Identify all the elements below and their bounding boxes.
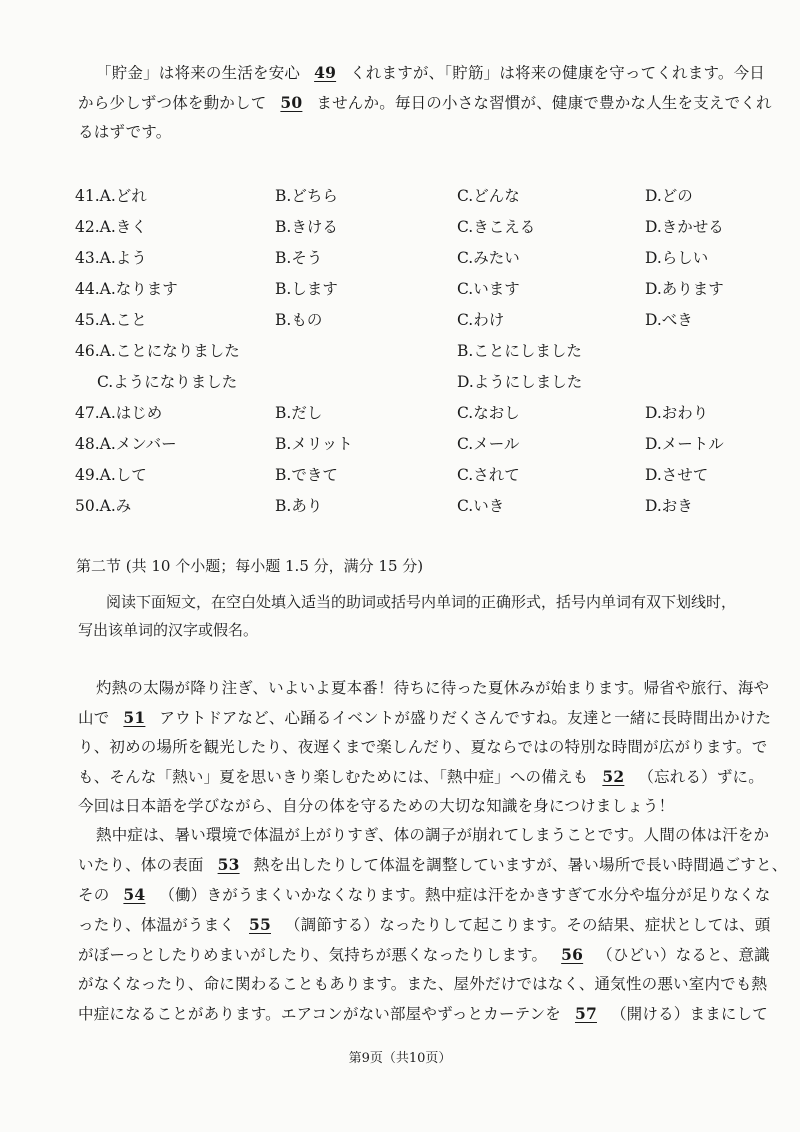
option-choice: C.なおし <box>457 404 520 422</box>
blank-number: 49 <box>314 63 337 82</box>
option-choice: B.もの <box>275 311 323 329</box>
option-row <box>75 242 775 273</box>
passage-line <box>78 970 768 999</box>
option-row <box>75 397 775 428</box>
option-choice: C.メール <box>457 435 520 453</box>
passage-line <box>78 821 768 850</box>
text-segment: ったり、体温がうまく <box>78 916 236 934</box>
option-choice: C.みたい <box>457 249 520 267</box>
option-choice: B.ことにしました <box>457 342 582 360</box>
option-choice: D.きかせる <box>645 218 724 236</box>
option-choice: B.します <box>275 280 338 298</box>
option-choice: 45.A.こと <box>75 311 147 329</box>
passage-line <box>78 58 768 88</box>
text-segment: 中症になることがあります。エアコンがない部屋やずっとカーテンを <box>78 1005 561 1023</box>
option-row <box>75 459 775 490</box>
text-segment: がなくなったり、命に関わることもあります。また、屋外だけではなく、通気性の悪い室内でも熱 <box>78 975 768 993</box>
text-segment: （調節する）なったりして起こります。その結果、症状としては、頭 <box>285 916 771 934</box>
option-row <box>75 366 775 397</box>
passage-line <box>78 88 772 118</box>
option-choice: B.メリット <box>275 435 353 453</box>
option-choice: D.べき <box>645 311 693 329</box>
option-choice: B.どちら <box>275 187 338 205</box>
section-instruction <box>78 588 778 644</box>
text-segment: ませんか。毎日の小さな習慣が、健康で豊かな人生を支えでくれ <box>316 94 772 112</box>
text-segment: くれますが、「貯筋」は将来の健康を守ってくれます。今日 <box>350 64 766 82</box>
instruction-line: 写出该单词的汉字或假名。 <box>78 621 259 639</box>
text-segment: 今回は日本語を学びながら、自分の体を守るための大切な知識を身につけましょう！ <box>78 797 675 815</box>
blank-number: 53 <box>217 855 240 874</box>
option-choice: 43.A.よう <box>75 249 147 267</box>
option-choice: D.メートル <box>645 435 724 453</box>
text-segment: （ひどい）なると、意識 <box>597 946 770 964</box>
option-row <box>75 180 775 211</box>
passage-top <box>78 58 772 147</box>
text-segment: 熱を出したりして体温を調整していますが、暑い場所で長い時間過ごすと、 <box>253 856 788 874</box>
option-choice: D.らしい <box>645 249 709 267</box>
passage-line <box>78 792 768 821</box>
section-heading: 第二节 (共 10 个小题；每小题 1.5 分，满分 15 分) <box>76 557 424 575</box>
option-row <box>75 273 775 304</box>
text-segment: 山で <box>78 709 110 727</box>
option-choice: C.わけ <box>457 311 505 329</box>
text-segment: いたり、体の表面 <box>78 856 204 874</box>
option-choice: 42.A.きく <box>75 218 147 236</box>
passage-line <box>78 733 768 762</box>
passage-line <box>78 703 772 733</box>
option-choice: 47.A.はじめ <box>75 404 163 422</box>
passage-line <box>78 762 768 792</box>
blank-number: 56 <box>561 945 584 964</box>
text-segment: も、そんな「熱い」夏を思いきり楽しむためには、「熱中症」への備えも <box>78 768 589 786</box>
option-choice: 44.A.なります <box>75 280 178 298</box>
option-choice: D.おわり <box>645 404 709 422</box>
text-segment: 灼熱の太陽が降り注ぎ、いよいよ夏本番！待ちに待った夏休みが始まります。帰省や旅行、海や <box>96 679 770 697</box>
option-choice: D.ようにしました <box>457 373 583 391</box>
passage-line <box>78 850 788 880</box>
blank-number: 55 <box>249 915 271 934</box>
blank-number: 54 <box>123 885 146 904</box>
answer-options <box>75 180 775 521</box>
text-segment: り、初めの場所を観光したり、夜遅くまで楽しんだり、夏ならではの特別な時間が広がります。で <box>78 738 768 756</box>
option-choice: 41.A.どれ <box>75 187 147 205</box>
passage-line <box>78 118 768 147</box>
option-row <box>75 304 775 335</box>
text-segment: （開ける）ままにして <box>610 1005 768 1023</box>
option-choice: C.います <box>457 280 520 298</box>
option-row <box>75 428 775 459</box>
option-choice: C.きこえる <box>457 218 536 236</box>
text-segment: がぼーっとしたりめまいがしたり、気持ちが悪くなったりします。 <box>78 946 548 964</box>
page-footer: 第9页（共10页） <box>348 1051 452 1066</box>
blank-number: 50 <box>280 93 303 112</box>
blank-number: 51 <box>123 708 146 727</box>
option-row <box>75 335 775 366</box>
text-segment: （働）きがうまくいかなくなります。熱中症は汗をかきすぎて水分や塩分が足りなくな <box>159 886 771 904</box>
text-segment: 熱中症は、暑い環境で体温が上がりすぎ、体の調子が崩れてしまうことです。人間の体は汗をか <box>96 826 770 844</box>
option-choice: B.だし <box>275 404 323 422</box>
option-choice: C.どんな <box>457 187 520 205</box>
passage-line <box>78 910 771 940</box>
option-choice: C.いき <box>457 497 505 515</box>
blank-number: 52 <box>602 767 625 786</box>
text-segment: るはずです。 <box>78 123 172 141</box>
option-choice: C.ようになりました <box>97 373 238 391</box>
option-row <box>75 490 775 521</box>
option-choice: 49.A.して <box>75 466 147 484</box>
option-choice: 48.A.メンバー <box>75 435 177 453</box>
text-segment: その <box>78 886 110 904</box>
option-choice: 46.A.ことになりました <box>75 342 240 360</box>
passage-bottom <box>78 674 788 1029</box>
passage-line <box>78 999 768 1029</box>
text-segment: 「貯金」は将来の生活を安心 <box>96 64 301 82</box>
text-segment: アウトドアなど、心踊るイベントが盛りだくさんですね。友達と一緒に長時間出かけた <box>159 709 772 727</box>
text-segment: （忘れる）ずに。 <box>638 768 764 786</box>
option-choice: C.されて <box>457 466 520 484</box>
option-choice: D.どの <box>645 187 693 205</box>
option-choice: B.あり <box>275 497 323 515</box>
option-choice: D.おき <box>645 497 693 515</box>
passage-line <box>78 880 771 910</box>
option-choice: D.あります <box>645 280 724 298</box>
option-choice: B.きける <box>275 218 338 236</box>
blank-number: 57 <box>574 1004 597 1023</box>
option-choice: B.できて <box>275 466 338 484</box>
option-choice: D.させて <box>645 466 709 484</box>
option-choice: 50.A.み <box>75 497 132 515</box>
passage-line <box>78 940 768 970</box>
passage-line <box>78 674 768 703</box>
instruction-line: 阅读下面短文，在空白处填入适当的助词或括号内单词的正确形式，括号内单词有双下划线时， <box>106 593 737 611</box>
option-row <box>75 211 775 242</box>
text-segment: から少しずつ体を動かして <box>78 94 267 112</box>
option-choice: B.そう <box>275 249 323 267</box>
